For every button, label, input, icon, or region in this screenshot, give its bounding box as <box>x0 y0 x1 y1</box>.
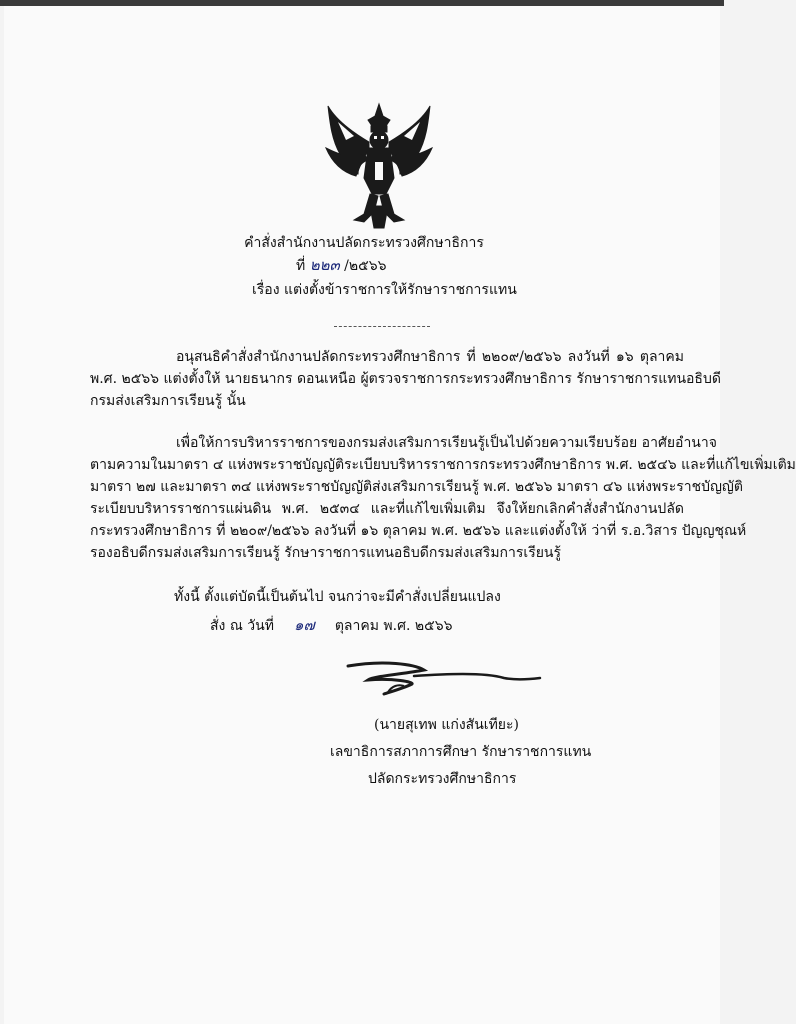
garuda-emblem-icon <box>324 102 434 232</box>
paragraph-line: ตามความในมาตรา ๔ แห่งพระราชบัญญัติระเบียบบริหารราชการกระทรวงศึกษาธิการ พ.ศ. ๒๕๔๖ และที่แก้ไขเพิ่มเติม <box>90 457 796 473</box>
paragraph-line: เพื่อให้การบริหารราชการของกรมส่งเสริมการเรียนรู้เป็นไปด้วยความเรียบร้อย อาศัยอำนาจ <box>176 435 717 451</box>
paragraph-line: กรมส่งเสริมการเรียนรู้ นั้น <box>90 393 246 409</box>
effective-clause: ทั้งนี้ ตั้งแต่บัดนี้เป็นต้นไป จนกว่าจะมีคำสั่งเปลี่ยนแปลง <box>174 589 501 605</box>
ordered-date-suffix: ตุลาคม พ.ศ. ๒๕๖๖ <box>334 618 453 634</box>
paragraph-line: มาตรา ๒๗ และมาตรา ๓๔ แห่งพระราชบัญญัติส่งเสริมการเรียนรู้ พ.ศ. ๒๕๖๖ มาตรา ๔๖ แห่งพระราชบัญญัติ <box>90 479 743 495</box>
signature-icon <box>344 656 544 706</box>
ordered-date-prefix: สั่ง ณ วันที่ <box>210 618 274 634</box>
order-number-handwritten: ๒๒๓ <box>309 256 340 274</box>
order-number-prefix: ที่ <box>296 258 306 274</box>
paragraph-1 <box>90 346 721 412</box>
signatory-name: (นายสุเทพ แก่งสันเทียะ) <box>374 717 519 733</box>
signatory-position-1: เลขาธิการสภาการศึกษา รักษาราชการแทน <box>330 744 592 760</box>
document-page <box>4 6 796 1024</box>
header-divider <box>334 326 430 327</box>
paragraph-line: พ.ศ. ๒๕๖๖ แต่งตั้งให้ นายธนากร ดอนเหนือ ผู้ตรวจราชการกระทรวงศึกษาธิการ รักษาราชการแทนอธิบดี <box>90 371 721 387</box>
order-number <box>296 256 387 275</box>
order-number-suffix: /๒๕๖๖ <box>344 258 387 274</box>
subject-line: เรื่อง แต่งตั้งข้าราชการให้รักษาราชการแทน <box>252 282 517 298</box>
paragraph-line: อนุสนธิคำสั่งสำนักงานปลัดกระทรวงศึกษาธิการ ที่ ๒๒๐๙/๒๕๖๖ ลงวันที่ ๑๖ ตุลาคม <box>176 349 684 365</box>
paragraph-line: กระทรวงศึกษาธิการ ที่ ๒๒๐๙/๒๕๖๖ ลงวันที่ ๑๖ ตุลาคม พ.ศ. ๒๕๖๖ และแต่งตั้งให้ ว่าที่ ร.อ.วิสาร ปัญญชุณห์ <box>90 523 747 539</box>
signatory-position-2: ปลัดกระทรวงศึกษาธิการ <box>368 771 517 787</box>
paragraph-line: รองอธิบดีกรมส่งเสริมการเรียนรู้ รักษาราชการแทนอธิบดีกรมส่งเสริมการเรียนรู้ <box>90 545 562 561</box>
paragraph-2 <box>90 432 796 564</box>
ordered-day-handwritten: ๑๗ <box>293 616 315 634</box>
order-title: คำสั่งสำนักงานปลัดกระทรวงศึกษาธิการ <box>244 235 484 251</box>
paragraph-line: ระเบียบบริหารราชการแผ่นดิน พ.ศ. ๒๕๓๔ และที่แก้ไขเพิ่มเติม จึงให้ยกเลิกคำสั่งสำนักงานปลัด <box>90 501 684 517</box>
ordered-date <box>210 616 452 635</box>
